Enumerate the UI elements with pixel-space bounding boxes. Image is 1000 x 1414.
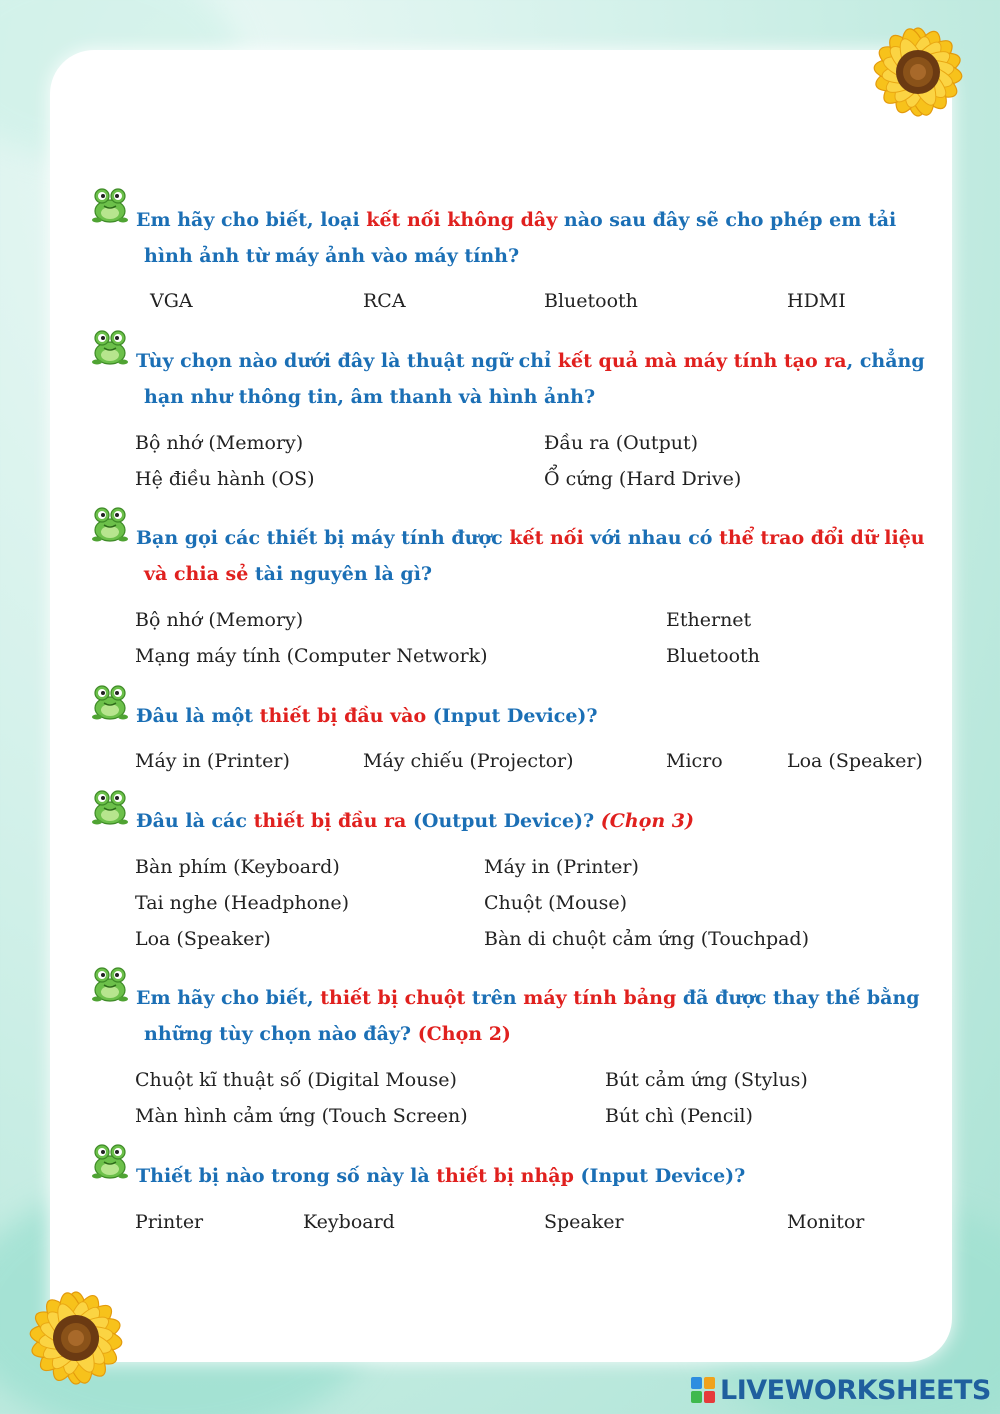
question-text bbox=[136, 202, 936, 274]
answer-option[interactable]: Printer bbox=[135, 1211, 204, 1233]
question-fragment: Đâu là một bbox=[136, 705, 260, 727]
answer-option[interactable]: Loa (Speaker) bbox=[787, 750, 923, 772]
answer-option[interactable]: Hệ điều hành (OS) bbox=[135, 468, 315, 490]
question-fragment: (Input Device)? bbox=[573, 1165, 746, 1187]
question-fragment: kết quả mà máy tính tạo ra bbox=[557, 350, 847, 372]
question-fragment: và chia sẻ bbox=[144, 563, 249, 585]
answer-option[interactable]: Chuột kĩ thuật số (Digital Mouse) bbox=[135, 1069, 457, 1091]
answer-option[interactable]: Ổ cứng (Hard Drive) bbox=[544, 468, 742, 490]
question-fragment: (Output Device)? bbox=[406, 810, 601, 832]
question-line bbox=[136, 209, 896, 231]
question-line bbox=[136, 379, 936, 415]
question-fragment: Em hãy cho biết, loại bbox=[136, 209, 367, 231]
answer-option[interactable]: Màn hình cảm ứng (Touch Screen) bbox=[135, 1105, 468, 1127]
answer-option[interactable]: Speaker bbox=[544, 1211, 624, 1233]
question-fragment: thiết bị chuột bbox=[320, 987, 466, 1009]
answer-option[interactable]: Máy chiếu (Projector) bbox=[363, 750, 574, 772]
liveworksheets-logo bbox=[690, 1373, 991, 1407]
question-fragment: Bạn gọi các thiết bị máy tính được bbox=[136, 527, 510, 549]
sunflower-icon bbox=[0, 1250, 160, 1414]
question-fragment: thiết bị nhập bbox=[436, 1165, 574, 1187]
frog-icon bbox=[90, 184, 130, 224]
question-fragment: kết nối bbox=[509, 527, 584, 549]
answer-option[interactable]: Máy in (Printer) bbox=[484, 856, 639, 878]
question-line bbox=[136, 705, 598, 727]
question-fragment: (Chọn 2) bbox=[417, 1023, 511, 1045]
question-fragment: hạn như thông tin, âm thanh và hình ảnh? bbox=[144, 386, 596, 408]
question-fragment: Đâu là các bbox=[136, 810, 254, 832]
question-fragment: , chẳng bbox=[846, 350, 925, 372]
question-fragment: (Input Device)? bbox=[426, 705, 598, 727]
question-fragment: những tùy chọn nào đây? bbox=[144, 1023, 418, 1045]
question-fragment: Em hãy cho biết, bbox=[136, 987, 321, 1009]
answer-option[interactable]: Bộ nhớ (Memory) bbox=[135, 432, 304, 454]
answer-option[interactable]: Bộ nhớ (Memory) bbox=[135, 609, 304, 631]
question-text bbox=[136, 803, 936, 839]
answer-option[interactable]: Mạng máy tính (Computer Network) bbox=[135, 645, 488, 667]
answer-option[interactable]: Micro bbox=[666, 750, 723, 772]
answer-option[interactable]: Chuột (Mouse) bbox=[484, 892, 628, 914]
answer-option[interactable]: Bàn phím (Keyboard) bbox=[135, 856, 340, 878]
question-fragment: (Chọn 3) bbox=[600, 810, 695, 832]
answer-option[interactable]: Bút cảm ứng (Stylus) bbox=[605, 1069, 808, 1091]
question-fragment: thiết bị đầu vào bbox=[259, 705, 427, 727]
question-line bbox=[136, 527, 925, 549]
question-line bbox=[136, 556, 936, 592]
question-fragment: thể trao đổi dữ liệu bbox=[719, 527, 925, 549]
question-line bbox=[136, 238, 936, 274]
frog-icon bbox=[90, 1140, 130, 1180]
answer-option[interactable]: Loa (Speaker) bbox=[135, 928, 271, 950]
answer-option[interactable]: HDMI bbox=[787, 290, 846, 312]
question-text bbox=[136, 1158, 936, 1194]
answer-option[interactable]: Keyboard bbox=[303, 1211, 395, 1233]
question-fragment: máy tính bảng bbox=[523, 987, 677, 1009]
frog-icon bbox=[90, 786, 130, 826]
question-text bbox=[136, 343, 936, 415]
answer-option[interactable]: Máy in (Printer) bbox=[135, 750, 290, 772]
question-line bbox=[136, 987, 920, 1009]
question-fragment: tài nguyên là gì? bbox=[248, 563, 433, 585]
frog-icon bbox=[90, 326, 130, 366]
question-fragment: Tùy chọn nào dưới đây là thuật ngữ chỉ bbox=[136, 350, 558, 372]
question-fragment: nào sau đây sẽ cho phép em tải bbox=[557, 209, 897, 231]
question-fragment: đã được thay thế bằng bbox=[676, 987, 920, 1009]
answer-option[interactable]: Bluetooth bbox=[666, 645, 760, 667]
answer-option[interactable]: VGA bbox=[150, 290, 193, 312]
question-text bbox=[136, 980, 936, 1052]
frog-icon bbox=[90, 681, 130, 721]
answer-option[interactable]: RCA bbox=[363, 290, 406, 312]
logo-text: LIVEWORKSHEETS bbox=[720, 1374, 991, 1406]
answer-option[interactable]: Đầu ra (Output) bbox=[544, 432, 699, 454]
question-fragment: trên bbox=[465, 987, 524, 1009]
question-line bbox=[136, 1016, 936, 1052]
sunflower-icon bbox=[836, 0, 1000, 150]
question-fragment: với nhau có bbox=[583, 527, 720, 549]
answer-option[interactable]: Bàn di chuột cảm ứng (Touchpad) bbox=[484, 928, 810, 950]
question-text bbox=[136, 520, 936, 592]
liveworksheets-mark-icon bbox=[690, 1376, 716, 1404]
question-line bbox=[136, 350, 925, 372]
frog-icon bbox=[90, 503, 130, 543]
answer-option[interactable]: Bút chì (Pencil) bbox=[605, 1105, 753, 1127]
frog-icon bbox=[90, 963, 130, 1003]
answer-option[interactable]: Bluetooth bbox=[544, 290, 638, 312]
answer-option[interactable]: Ethernet bbox=[666, 609, 752, 631]
question-line bbox=[136, 810, 694, 832]
question-fragment: Thiết bị nào trong số này là bbox=[136, 1165, 437, 1187]
question-fragment: thiết bị đầu ra bbox=[253, 810, 407, 832]
question-fragment: hình ảnh từ máy ảnh vào máy tính? bbox=[144, 245, 520, 267]
question-line bbox=[136, 1165, 745, 1187]
answer-option[interactable]: Monitor bbox=[787, 1211, 865, 1233]
answer-option[interactable]: Tai nghe (Headphone) bbox=[135, 892, 350, 914]
question-fragment: kết nối không dây bbox=[366, 209, 558, 231]
question-text bbox=[136, 698, 936, 734]
